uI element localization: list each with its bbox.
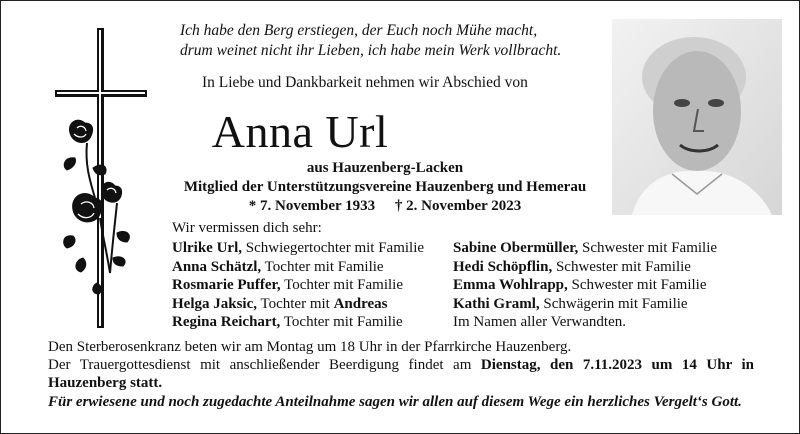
origin-line: aus Hauzenberg-Lacken (306, 160, 464, 176)
intro-text: In Liebe und Dankbarkeit nehmen wir Abschied von (202, 74, 528, 91)
miss-line: Wir vermissen dich sehr: (172, 220, 322, 236)
birth-date: * 7. November 1933 (248, 198, 376, 214)
mourner-entry: Helga Jaksic, Tochter mit Andreas (172, 295, 388, 312)
mourner-entry: Im Namen aller Verwandten. (453, 314, 626, 330)
mourner-entry: Emma Wohlrapp, Schwester mit Familie (453, 277, 707, 293)
death-date: † 2. November 2023 (394, 198, 522, 214)
thanks-line: Für erwiesene und noch zugedachte Anteilnahme sagen wir allen auf diesem Wege ein herzliches Vergelt‘s Gott. (48, 394, 742, 410)
deceased-name: Anna Url (211, 106, 389, 157)
poem-line-1: Ich habe den Berg erstiegen, der Euch noch Mühe macht, (180, 22, 538, 39)
mourner-entry: Hedi Schöpflin, Schwester mit Familie (453, 258, 691, 275)
poem (180, 21, 561, 61)
mourner-entry: Sabine Obermüller, Schwester mit Familie (453, 240, 718, 256)
mourner-entry: Kathi Graml, Schwägerin mit Familie (453, 295, 688, 312)
portrait-photo (612, 19, 782, 215)
mourners-right-column (453, 239, 717, 332)
poem-line-2: drum weinet nicht ihr Lieben, ich habe mein Werk vollbracht. (180, 42, 562, 59)
funeral-notice: Der Trauergottesdienst mit anschließender Beerdigung findet am Dienstag, den 7.11.2023 um 14 Uhr in Hauzenberg statt. (48, 357, 754, 391)
mourners-left-column (172, 239, 424, 332)
mourner-entry: Anna Schätzl, Tochter mit Familie (172, 258, 384, 275)
life-dates (165, 198, 605, 215)
membership-line: Mitglied der Unterstützungsvereine Hauzenberg und Hemerau (183, 179, 587, 195)
rosary-notice: Den Sterberosenkranz beten wir am Montag um 18 Uhr in der Pfarrkirche Hauzenberg. (48, 339, 572, 355)
mourner-entry: Regina Reichart, Tochter mit Familie (172, 314, 403, 330)
cross-with-roses-icon (55, 28, 155, 328)
mourner-entry: Rosmarie Puffer, Tochter mit Familie (172, 277, 403, 293)
mourner-entry: Ulrike Url, Schwiegertochter mit Familie (172, 240, 425, 256)
